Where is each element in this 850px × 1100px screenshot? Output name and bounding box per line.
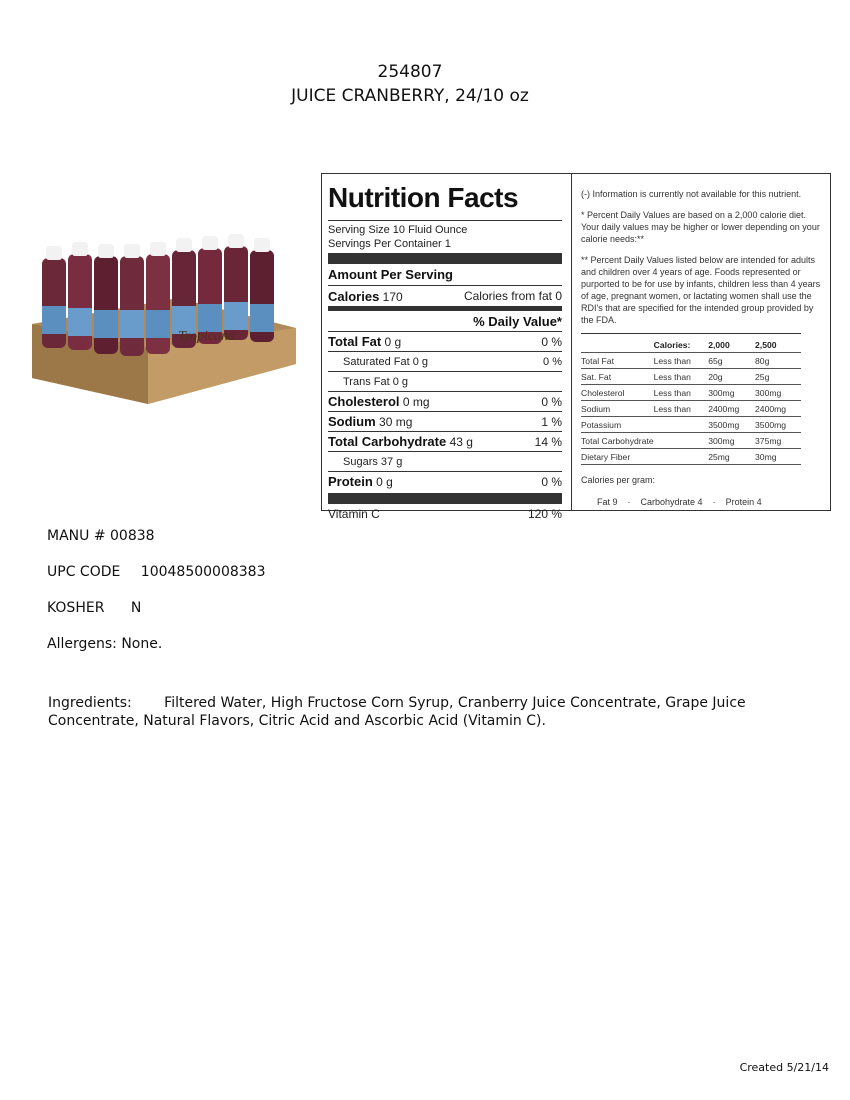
- dv-table-cell: 300mg: [708, 385, 755, 401]
- dv-table-cell: Total Carbohydrate: [581, 433, 654, 449]
- dv-table-cell: Dietary Fiber: [581, 449, 654, 465]
- dv-table-cell: 2400mg: [755, 401, 801, 417]
- dv-table-cell: 300mg: [708, 433, 755, 449]
- upc-value: 10048500008383: [140, 564, 266, 580]
- nutrition-title: Nutrition Facts: [328, 182, 519, 213]
- dv-table-cell: 2,500: [755, 337, 801, 353]
- dv-table-row: [581, 369, 801, 385]
- nutrition-label: [322, 174, 572, 521]
- nutrient-label: Sodium: [328, 414, 376, 429]
- calories-per-gram: [581, 496, 826, 508]
- calories-per-gram-item: ·: [627, 497, 631, 507]
- vitamin-value: 120 %: [527, 507, 562, 521]
- nutrient-daily-value: 14 %: [534, 434, 562, 449]
- nutrient-label: Total Fat: [328, 334, 382, 349]
- dv-table-cell: 2400mg: [708, 401, 755, 417]
- nutrient-label: Total Carbohydrate: [328, 434, 447, 449]
- nutrient-amount: 0 mg: [402, 395, 430, 409]
- footnote-na: (-) Information is currently not available for this nutrient.: [581, 189, 802, 199]
- nutrient-row: [328, 472, 562, 491]
- nutrient-amount: 43 g: [449, 435, 473, 449]
- daily-value-header: % Daily Value*: [473, 313, 562, 329]
- product-code: 254807: [377, 62, 443, 82]
- nutrient-label: Sugars: [343, 455, 378, 468]
- dv-table-row: [581, 401, 801, 417]
- dv-table-cell: Less than: [654, 385, 709, 401]
- nutrient-row: [328, 452, 562, 471]
- nutrient-row: [328, 392, 562, 411]
- serving-size: Serving Size 10 Fluid Ounce: [328, 224, 468, 236]
- dv-table-cell: [654, 449, 709, 465]
- nutrient-amount: 37 g: [380, 455, 403, 468]
- bottles: [42, 234, 274, 356]
- nutrition-footnotes: [581, 174, 826, 508]
- dv-table-row: [581, 353, 801, 369]
- dv-table-row: [581, 449, 801, 465]
- nutrient-rows: [328, 331, 562, 491]
- calories-value: 170: [382, 289, 403, 304]
- footnote-rdi: ** Percent Daily Values listed below are intended for adults and children over 4 years of age. Foods represented or purported to be for use by infants, children less than 4 years of age, pregnant women, or lactating women shall use the RDI's that are specified for the intended group provided by the FDA.: [581, 255, 821, 325]
- nutrition-facts-panel: [321, 173, 831, 521]
- photo-brand-text: Tropicana: [178, 329, 236, 344]
- manufacturer-number: MANU # 00838: [47, 528, 155, 544]
- dv-table-cell: 25mg: [708, 449, 755, 465]
- dv-table-cell: Less than: [654, 353, 709, 369]
- dv-table-cell: 375mg: [755, 433, 801, 449]
- calories-per-gram-item: Protein 4: [725, 497, 762, 507]
- amount-per-serving: Amount Per Serving: [328, 267, 453, 282]
- dv-table-cell: 20g: [708, 369, 755, 385]
- calories-from-fat: Calories from fat 0: [463, 289, 562, 303]
- dv-table-cell: 3500mg: [755, 417, 801, 433]
- vitamin-label: Vitamin C: [328, 507, 380, 521]
- ingredients-text: Filtered Water, High Fructose Corn Syrup, Cranberry Juice Concentrate, Grape Juice Concentrate, Natural Flavors, Citric Acid and Ascorbic Acid (Vitamin C).: [48, 695, 746, 729]
- ingredients-label: Ingredients:: [48, 695, 132, 711]
- dv-table-row: [581, 417, 801, 433]
- dv-table-cell: 25g: [755, 369, 801, 385]
- dv-table-cell: Cholesterol: [581, 385, 654, 401]
- product-name: JUICE CRANBERRY, 24/10 oz: [291, 86, 529, 106]
- nutrient-amount: 0 g: [384, 335, 402, 349]
- upc-label: UPC CODE: [47, 564, 121, 580]
- kosher-label: KOSHER: [47, 600, 105, 616]
- calories-per-gram-item: Fat 9: [597, 497, 618, 507]
- dv-table-cell: 2,000: [708, 337, 755, 353]
- created-date: Created 5/21/14: [739, 1061, 829, 1074]
- nutrient-row: [328, 352, 562, 371]
- footnote-daily-values: * Percent Daily Values are based on a 2,000 calorie diet. Your daily values may be higher or lower depending on your calorie needs:**: [581, 210, 820, 244]
- calories-row: [328, 286, 562, 306]
- nutrient-label: Protein: [328, 474, 373, 489]
- dv-table-cell: Calories:: [654, 337, 709, 353]
- ingredients: [48, 694, 788, 730]
- dv-table-cell: Sodium: [581, 401, 654, 417]
- nutrient-label: Cholesterol: [328, 394, 400, 409]
- dv-table-cell: 65g: [708, 353, 755, 369]
- dv-table-cell: 30mg: [755, 449, 801, 465]
- nutrient-label: Saturated Fat: [343, 355, 410, 368]
- dv-table-cell: Less than: [654, 369, 709, 385]
- nutrient-amount: 0 g: [376, 475, 393, 489]
- kosher-line: [47, 600, 141, 616]
- nutrient-amount: 30 mg: [379, 415, 413, 429]
- dv-table-cell: 80g: [755, 353, 801, 369]
- dv-table-cell: Potassium: [581, 417, 654, 433]
- dv-table-cell: Total Fat: [581, 353, 654, 369]
- dv-table-cell: 300mg: [755, 385, 801, 401]
- upc-code-line: [47, 564, 266, 580]
- nutrient-daily-value: 0 %: [543, 355, 562, 368]
- servings-per-container: Servings Per Container 1: [328, 238, 451, 250]
- dv-table-row: [581, 385, 801, 401]
- dv-table-header: [581, 337, 801, 353]
- dv-table-row: [581, 433, 801, 449]
- nutrient-daily-value: 0 %: [541, 474, 562, 489]
- product-photo: [28, 228, 300, 408]
- nutrient-amount: 0 g: [392, 375, 409, 388]
- dv-table-cell: [581, 337, 654, 353]
- nutrient-daily-value: 0 %: [541, 394, 562, 409]
- dv-table-cell: [654, 417, 709, 433]
- kosher-value: N: [130, 600, 142, 616]
- dv-table-cell: Sat. Fat: [581, 369, 654, 385]
- vitamin-row: [328, 504, 562, 524]
- daily-value-table: [581, 337, 801, 465]
- nutrient-row: [328, 432, 562, 451]
- nutrient-daily-value: 0 %: [541, 334, 562, 349]
- allergens: Allergens: None.: [47, 636, 163, 652]
- calories-per-gram-label: Calories per gram:: [581, 475, 656, 485]
- dv-table-cell: Less than: [654, 401, 709, 417]
- dv-table-cell: 3500mg: [708, 417, 755, 433]
- nutrient-daily-value: 1 %: [541, 414, 562, 429]
- calories-label: Calories: [328, 288, 380, 304]
- calories-per-gram-item: Carbohydrate 4: [640, 497, 703, 507]
- dv-table-cell: [654, 433, 709, 449]
- nutrient-row: [328, 412, 562, 431]
- nutrient-amount: 0 g: [412, 355, 429, 368]
- nutrient-label: Trans Fat: [343, 375, 390, 388]
- calories-per-gram-item: ·: [712, 497, 716, 507]
- nutrient-row: [328, 372, 562, 391]
- nutrient-row: [328, 332, 562, 351]
